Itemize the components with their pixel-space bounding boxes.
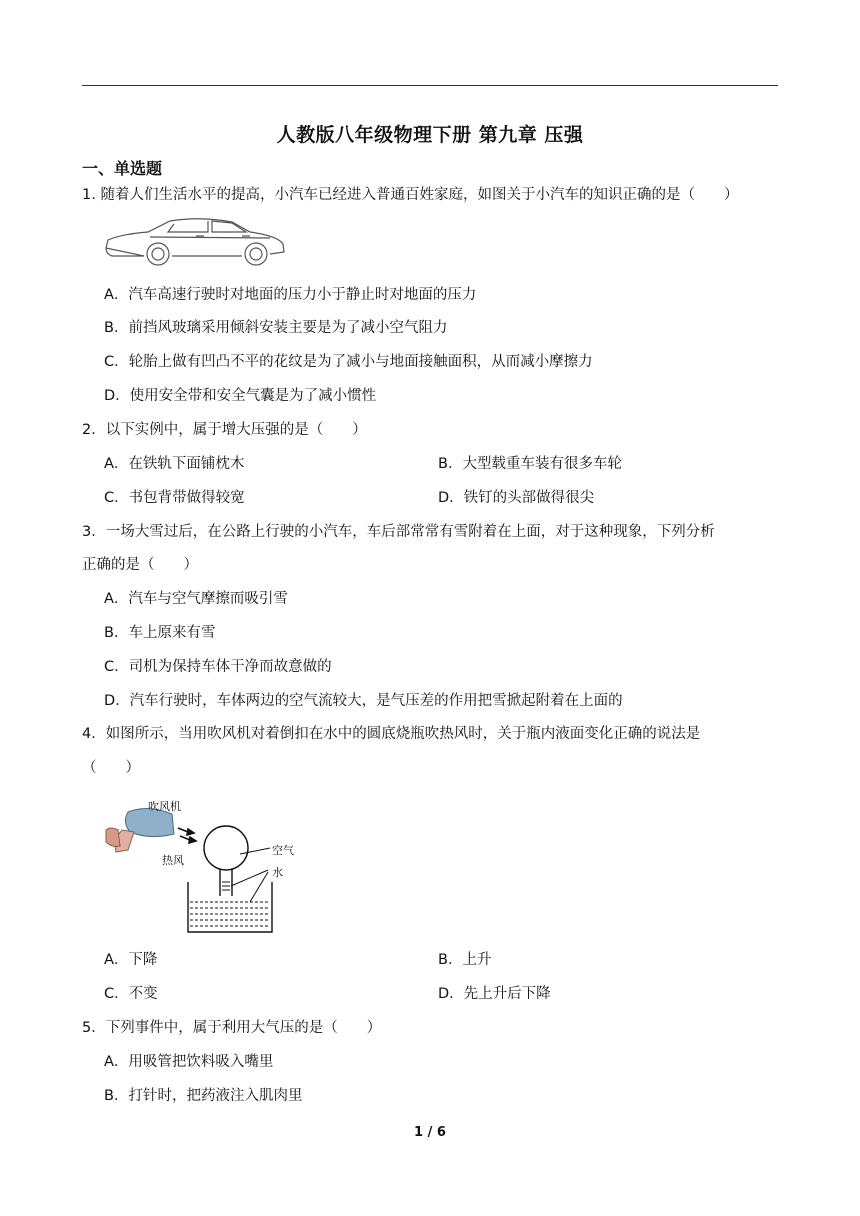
- q2-option-c: C．书包背带做得较宽: [104, 490, 245, 506]
- q1-option-d: D．使用安全带和安全气囊是为了减小惯性: [104, 388, 377, 404]
- q3-option-c: C．司机为保持车体干净而故意做的: [104, 659, 332, 675]
- q3-option-b: B．车上原来有雪: [104, 625, 216, 641]
- q5-option-b: B．打针时，把药液注入肌肉里: [104, 1088, 303, 1104]
- label-water: 水: [272, 866, 283, 879]
- header-rule: [82, 85, 778, 86]
- label-hair-dryer: 吹风机: [148, 800, 181, 813]
- q2-option-d: D．铁钉的头部做得很尖: [438, 490, 595, 506]
- question-4-stem-line2: （ ）: [82, 760, 140, 776]
- q4-option-b: B．上升: [438, 952, 492, 968]
- question-5-stem: 5．下列事件中，属于利用大气压的是（ ）: [82, 1020, 382, 1036]
- section-heading: 一、单选题: [82, 159, 163, 178]
- hairdryer-flask-figure: [100, 790, 300, 940]
- q5-option-a: A．用吸管把饮料吸入嘴里: [104, 1054, 274, 1070]
- q1-option-c: C．轮胎上做有凹凸不平的花纹是为了减小与地面接触面积，从而减小摩擦力: [104, 354, 593, 370]
- label-hot-air: 热风: [162, 854, 184, 867]
- q2-option-a: A．在铁轨下面铺枕木: [104, 456, 245, 472]
- question-3-stem-line1: 3．一场大雪过后，在公路上行驶的小汽车，车后部常常有雪附着在上面，对于这种现象，下列分析: [82, 524, 715, 540]
- page-title: 人教版八年级物理下册 第九章 压强: [276, 124, 584, 146]
- q1-option-b: B．前挡风玻璃采用倾斜安装主要是为了减小空气阻力: [104, 320, 448, 336]
- label-air: 空气: [272, 844, 294, 857]
- question-4-stem-line1: 4．如图所示，当用吹风机对着倒扣在水中的圆底烧瓶吹热风时，关于瓶内液面变化正确的说法是: [82, 726, 701, 742]
- page-number: 1 / 6: [414, 1125, 446, 1140]
- q4-option-a: A．下降: [104, 952, 158, 968]
- question-1-stem: 1. 随着人们生活水平的提高，小汽车已经进入普通百姓家庭，如图关于小汽车的知识正确的是（ ）: [82, 187, 739, 203]
- question-2-stem: 2．以下实例中，属于增大压强的是（ ）: [82, 422, 367, 438]
- q4-option-d: D．先上升后下降: [438, 986, 551, 1002]
- q1-option-a: A．汽车高速行驶时对地面的压力小于静止时对地面的压力: [104, 287, 477, 303]
- q3-option-a: A．汽车与空气摩擦而吸引雪: [104, 591, 288, 607]
- q4-option-c: C．不变: [104, 986, 158, 1002]
- q3-option-d: D．汽车行驶时，车体两边的空气流较大，是气压差的作用把雪掀起附着在上面的: [104, 693, 623, 709]
- q2-option-b: B．大型载重车装有很多车轮: [438, 456, 622, 472]
- question-3-stem-line2: 正确的是（ ）: [82, 557, 198, 573]
- car-figure: [100, 212, 290, 270]
